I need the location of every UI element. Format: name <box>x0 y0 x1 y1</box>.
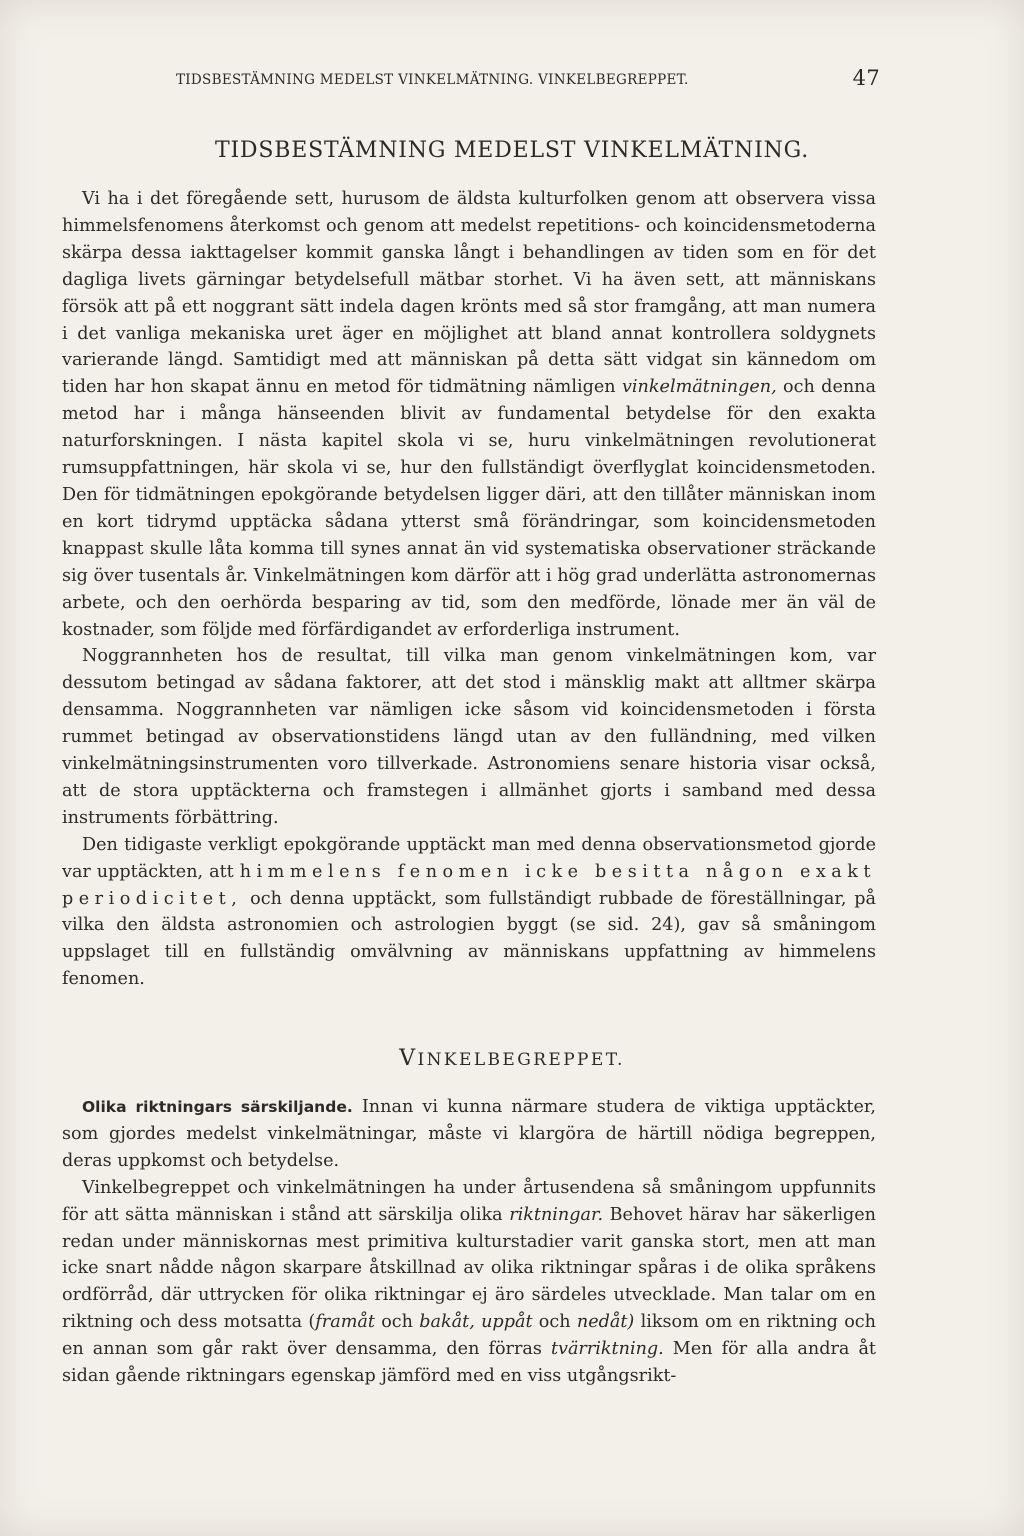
text-run: Men för alla andra åt sidan gående riktningars egenskap jämförd med en viss utgångsrikt- <box>62 1339 877 1387</box>
section-heading <box>0 1046 1024 1071</box>
text-run: Vinkelbegreppet och vinkelmätningen ha under årtusendena så småningom uppfunnits för att sätta människan i stånd att särskilja olika <box>62 1177 876 1225</box>
page-number: 47 <box>852 66 880 90</box>
italic-term: bakåt, uppåt <box>419 1312 533 1333</box>
text-run: Vi ha i det föregående sett, hurusom de äldsta kulturfolken genom att observera vissa himmelsfenomens återkomst och genom att medelst repetitions- och koincidensmetoderna skärpa dessa iakttagelser kommit ganska långt i behandlingen av tiden som en för det dagliga livets gärningar betydelsefull mätbar storhet. Vi ha även sett, att människans försök att på ett noggrant sätt indela dagen krönts med så stor framgång, att man numera i det vanliga mekaniska uret äger en möjlighet att bland annat kontrollera soldygnets varierande längd. Samtidigt med att människan på detta sätt vidgat sin kännedom om tiden har hon skapat ännu en metod för tidmätning nämligen <box>62 189 876 398</box>
text-run: Behovet härav har säkerligen redan under människornas mest primitiva kulturstadier varit ganska stort, men att man icke snart nådde någon skarpare åtskillnad av olika riktningar spåras i de olika språkens ordförråd, där uttrycken för olika riktningar ej äro särdeles utvecklade. Man talar om en riktning och dess motsatta ( <box>62 1204 876 1333</box>
paragraph <box>62 1094 876 1175</box>
section-2-body <box>62 1094 876 1390</box>
text-run: Den tidigaste verkligt epokgörande upptäckt man med denna observationsmetod gjorde var upptäckten, att <box>62 834 876 882</box>
running-head-title: TIDSBESTÄMNING MEDELST VINKELMÄTNING. VINKELBEGREPPET. <box>176 72 689 88</box>
paragraph <box>62 186 876 643</box>
text-run: och denna metod har i många hänseenden blivit av fundamental betydelse för den exakta naturforskningen. I nästa kapitel skola vi se, huru vinkelmätningen revolutionerat rumsuppfattningen, här skola vi se, hur den fullständigt överflyglat koincidensmetoden. Den för tidmätningen epokgörande betydelsen ligger däri, att den tillåter människan inom en kort tidrymd upptäcka sådana ytterst små förändringar, som koincidensmetoden knappast skulle låta komma till synes annat än vid systematiska observationer sträckande sig över tusentals år. Vinkelmätningen kom därför att i hög grad underlätta astronomernas arbete, och den oerhörda besparing av tid, som den medförde, lönade mer än väl de kostnader, som följde med förfärdigandet av erforderliga instrument. <box>62 377 877 640</box>
text-run: och denna upptäckt, som fullständigt rubbade de föreställningar, på vilka den äldsta astronomien och astrologien byggt (se sid. 24), gav så småningom uppslaget till en fullständig omvälvning av människans uppfattning av himmelens fenomen. <box>62 888 876 990</box>
italic-term: tvärriktning. <box>550 1339 664 1360</box>
italic-term: vinkelmätningen, <box>621 377 777 398</box>
paragraph <box>62 1175 876 1390</box>
heading-initial: V <box>399 1046 418 1071</box>
italic-term: framåt <box>315 1312 375 1333</box>
chapter-heading: TIDSBESTÄMNING MEDELST VINKELMÄTNING. <box>214 138 810 163</box>
spaced-emphasis: himmelens fenomen icke besitta någon exakt periodicitet, <box>62 861 876 909</box>
text-run: Innan vi kunna närmare studera de viktiga upptäckter, som gjordes medelst vinkelmätningar, måste vi klargöra de härtill nödiga begreppen, deras uppkomst och betydelse. <box>62 1097 876 1171</box>
heading-rest: INKELBEGREPPET. <box>417 1050 625 1070</box>
italic-term: nedåt) <box>576 1312 635 1333</box>
section-1-body <box>62 186 876 993</box>
paragraph <box>62 832 876 993</box>
paragraph: Noggrannheten hos de resultat, till vilka man genom vinkelmätningen kom, var dessutom betingad av sådana faktorer, att det stod i mänsklig makt att alltmer skärpa densamma. Noggrannheten var nämligen icke såsom vid koincidensmetoden i första rummet betingad av observationstidens längd utan av den fulländning, med vilken vinkelmätningsinstrumenten voro tillverkade. Astronomiens senare historia visar också, att de stora upptäckterna och framstegen i allmänhet gjorts i samband med dessa instruments förbättring. <box>62 646 876 828</box>
run-in-heading: Olika riktningars särskiljande. <box>82 1098 353 1116</box>
text-run: och <box>532 1312 577 1333</box>
text-run: liksom om en riktning och en annan som går rakt över densamma, den förras <box>62 1312 876 1360</box>
text-run: och <box>374 1312 420 1333</box>
running-head <box>176 66 880 96</box>
italic-term: riktningar. <box>509 1204 604 1225</box>
